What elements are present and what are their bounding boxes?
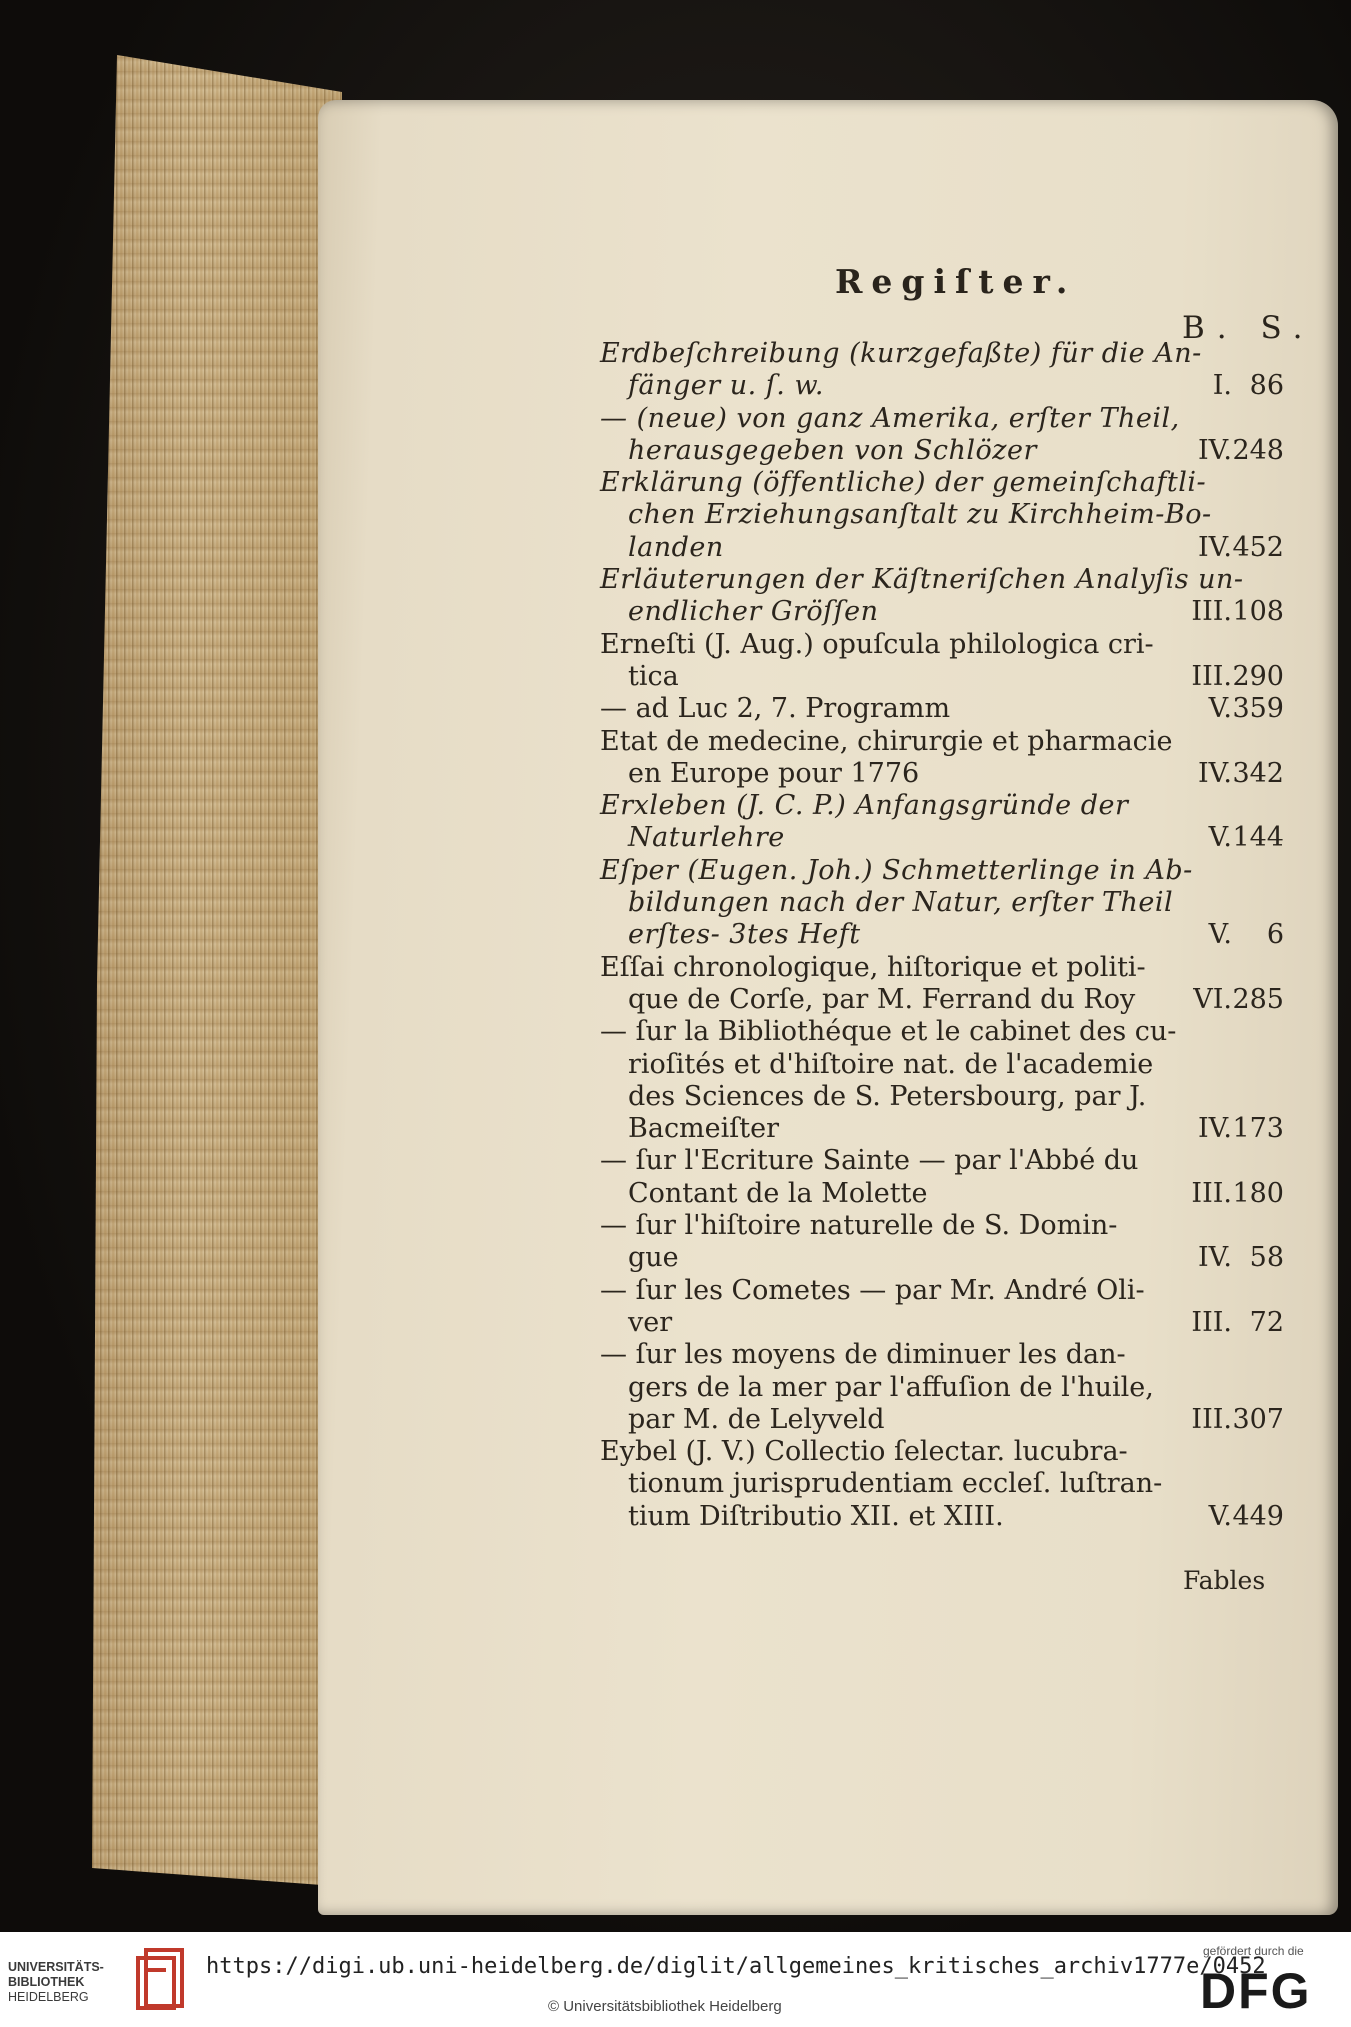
entry-volume: III. bbox=[1191, 1177, 1232, 1209]
register-entry-line bbox=[600, 693, 1290, 725]
entry-text: erſtes- 3tes Heft bbox=[628, 919, 861, 951]
entry-text: Erxleben (J. C. P.) Anfangsgründe der bbox=[600, 790, 1129, 822]
entry-volume: IV. bbox=[1197, 1242, 1232, 1274]
entry-text: Bacmeiſter bbox=[628, 1113, 780, 1145]
library-logo-text bbox=[8, 1960, 118, 2005]
entry-text: Erläuterungen der Käſtneriſchen Analyſis un- bbox=[600, 564, 1244, 596]
register-entry-line bbox=[600, 403, 1290, 435]
register-entry-line bbox=[600, 1113, 1290, 1145]
entry-text: — ad Luc 2, 7. Programm bbox=[600, 693, 951, 725]
entry-volume: VI. bbox=[1193, 983, 1232, 1015]
entry-volume: V. bbox=[1208, 822, 1232, 854]
entry-page: 6 bbox=[1266, 919, 1284, 951]
library-seal-icon bbox=[132, 1946, 188, 2012]
entry-volume: IV. bbox=[1197, 531, 1232, 563]
entry-text: — ſur les moyens de diminuer les dan- bbox=[600, 1339, 1126, 1371]
entry-volume: III. bbox=[1191, 1306, 1232, 1338]
entry-text: — ſur la Bibliothéque et le cabinet des cu- bbox=[600, 1016, 1177, 1048]
library-name-line: UNIVERSITÄTS- bbox=[8, 1960, 104, 1974]
register-entry-line bbox=[600, 1210, 1290, 1242]
entry-text: bildungen nach der Natur, erſter Theil bbox=[628, 887, 1174, 919]
entry-text: Eſſai chronologique, hiſtorique et politi- bbox=[600, 951, 1146, 983]
entry-text: Erneſti (J. Aug.) opuſcula philologica cri- bbox=[600, 628, 1154, 660]
library-name-line: BIBLIOTHEK bbox=[8, 1975, 85, 1989]
entry-text: Erklärung (öffentliche) der gemeinſchaftli- bbox=[600, 467, 1207, 499]
entry-volume: V. bbox=[1208, 1500, 1232, 1532]
register-entry-line bbox=[600, 467, 1290, 499]
funded-by-label: gefördert durch die bbox=[1203, 1944, 1304, 1958]
entry-page: 144 bbox=[1232, 822, 1284, 854]
entry-text: tionum jurisprudentiam eccleſ. luſtran- bbox=[628, 1468, 1163, 1500]
entry-volume: V. bbox=[1208, 919, 1232, 951]
column-heading: B. S. bbox=[1182, 310, 1315, 346]
register-entry-line bbox=[600, 1081, 1290, 1113]
entry-page: 342 bbox=[1232, 757, 1284, 789]
entry-page: 359 bbox=[1232, 693, 1284, 725]
entry-text: par M. de Lelyveld bbox=[628, 1403, 885, 1435]
entry-page: 452 bbox=[1232, 531, 1284, 563]
register-entry-line bbox=[600, 532, 1290, 564]
entry-text: gue bbox=[628, 1242, 679, 1274]
register-entry-line bbox=[600, 758, 1290, 790]
entry-page: 173 bbox=[1232, 1113, 1284, 1145]
entry-text: — ſur l'hiſtoire naturelle de S. Domin- bbox=[600, 1210, 1118, 1242]
entry-volume: I. bbox=[1212, 370, 1232, 402]
register-entry-line bbox=[600, 822, 1290, 854]
register-entry-line bbox=[600, 1339, 1290, 1371]
register-entry-line bbox=[600, 499, 1290, 531]
viewer-footer bbox=[0, 1932, 1351, 2027]
entry-page: 307 bbox=[1232, 1403, 1284, 1435]
register-entry-line bbox=[600, 887, 1290, 919]
running-head: Regiſter. bbox=[835, 262, 1077, 301]
register-entry-line bbox=[600, 629, 1290, 661]
register-entry-line bbox=[600, 726, 1290, 758]
entry-text: fänger u. ſ. w. bbox=[628, 370, 824, 402]
entry-page: 58 bbox=[1249, 1242, 1284, 1274]
entry-text: chen Erziehungsanſtalt zu Kirchheim-Bo- bbox=[628, 499, 1212, 531]
entry-volume: V. bbox=[1208, 693, 1232, 725]
entry-page: 449 bbox=[1232, 1500, 1284, 1532]
entry-text: gers de la mer par l'affuſion de l'huile, bbox=[628, 1371, 1154, 1403]
register-entry-line bbox=[600, 855, 1290, 887]
entry-text: Eſper (Eugen. Joh.) Schmetterlinge in Ab- bbox=[600, 854, 1193, 886]
entry-text: tium Diſtributio XII. et XIII. bbox=[628, 1500, 1004, 1532]
entry-volume: IV. bbox=[1197, 434, 1232, 466]
entry-page: 285 bbox=[1232, 983, 1284, 1015]
register-entry-line bbox=[600, 596, 1290, 628]
register-entry-line bbox=[600, 1372, 1290, 1404]
register-entry-line bbox=[600, 1242, 1290, 1274]
register-entry-line bbox=[600, 919, 1290, 951]
entry-text: tica bbox=[628, 660, 679, 692]
register-entry-line bbox=[600, 952, 1290, 984]
entry-text: herausgegeben von Schlözer bbox=[628, 434, 1037, 466]
entry-text: en Europe pour 1776 bbox=[628, 757, 920, 789]
register-entry-line bbox=[600, 564, 1290, 596]
register-entry-line bbox=[600, 1307, 1290, 1339]
register-entry-line bbox=[600, 1145, 1290, 1177]
entry-text: que de Corſe, par M. Ferrand du Roy bbox=[628, 983, 1136, 1015]
entry-text: des Sciences de S. Petersbourg, par J. bbox=[628, 1080, 1147, 1112]
entry-text: rioſités et d'hiſtoire nat. de l'academie bbox=[628, 1048, 1154, 1080]
entry-page: 108 bbox=[1232, 596, 1284, 628]
register-entry-line bbox=[600, 1016, 1290, 1048]
entry-text: landen bbox=[628, 531, 724, 563]
entry-volume: IV. bbox=[1197, 1113, 1232, 1145]
entry-text: Contant de la Molette bbox=[628, 1177, 928, 1209]
entry-volume: III. bbox=[1191, 660, 1232, 692]
register-entry-line bbox=[600, 1468, 1290, 1500]
entry-text: Eybel (J. V.) Collectio ſelectar. lucubra- bbox=[600, 1436, 1128, 1468]
register-entry-line bbox=[600, 984, 1290, 1016]
entry-text: — ſur l'Ecriture Sainte — par l'Abbé du bbox=[600, 1145, 1139, 1177]
copyright-notice: © Universitätsbibliothek Heidelberg bbox=[548, 1998, 782, 2015]
entry-page: 248 bbox=[1232, 434, 1284, 466]
book-fore-edge bbox=[92, 55, 342, 1905]
register-entry-line bbox=[600, 370, 1290, 402]
register-entry-line bbox=[600, 1404, 1290, 1436]
entry-text: — ſur les Cometes — par Mr. André Oli- bbox=[600, 1274, 1145, 1306]
entry-text: Naturlehre bbox=[628, 822, 785, 854]
register-entry-line bbox=[600, 1501, 1290, 1533]
entry-volume: III. bbox=[1191, 1403, 1232, 1435]
register-entry-line bbox=[600, 435, 1290, 467]
entry-text: — (neue) von ganz Amerika, erſter Theil, bbox=[600, 402, 1180, 434]
register-entry-line bbox=[600, 1178, 1290, 1210]
register-entry-line bbox=[600, 1049, 1290, 1081]
entry-page: 290 bbox=[1232, 660, 1284, 692]
entry-text: endlicher Gröſſen bbox=[628, 596, 879, 628]
register-entries bbox=[600, 338, 1290, 1533]
entry-volume: IV. bbox=[1197, 757, 1232, 789]
register-entry-line bbox=[600, 338, 1290, 370]
entry-text: Erdbeſchreibung (kurzgefaßte) für die An- bbox=[600, 338, 1202, 369]
entry-page: 180 bbox=[1232, 1177, 1284, 1209]
register-entry-line bbox=[600, 661, 1290, 693]
register-entry-line bbox=[600, 1275, 1290, 1307]
permalink-url[interactable]: https://digi.ub.uni-heidelberg.de/diglit/allgemeines_kritisches_archiv1777e/0452 bbox=[206, 1954, 1266, 1979]
entry-page: 86 bbox=[1249, 370, 1284, 402]
entry-text: ver bbox=[628, 1306, 673, 1338]
entry-text: Etat de medecine, chirurgie et pharmacie bbox=[600, 725, 1173, 757]
library-name-line: HEIDELBERG bbox=[8, 1990, 89, 2004]
dfg-logo: DFG bbox=[1200, 1963, 1312, 2019]
entry-volume: III. bbox=[1191, 596, 1232, 628]
register-entry-line bbox=[600, 790, 1290, 822]
register-entry-line bbox=[600, 1436, 1290, 1468]
entry-page: 72 bbox=[1249, 1306, 1284, 1338]
catchword: Fables bbox=[1183, 1566, 1266, 1595]
